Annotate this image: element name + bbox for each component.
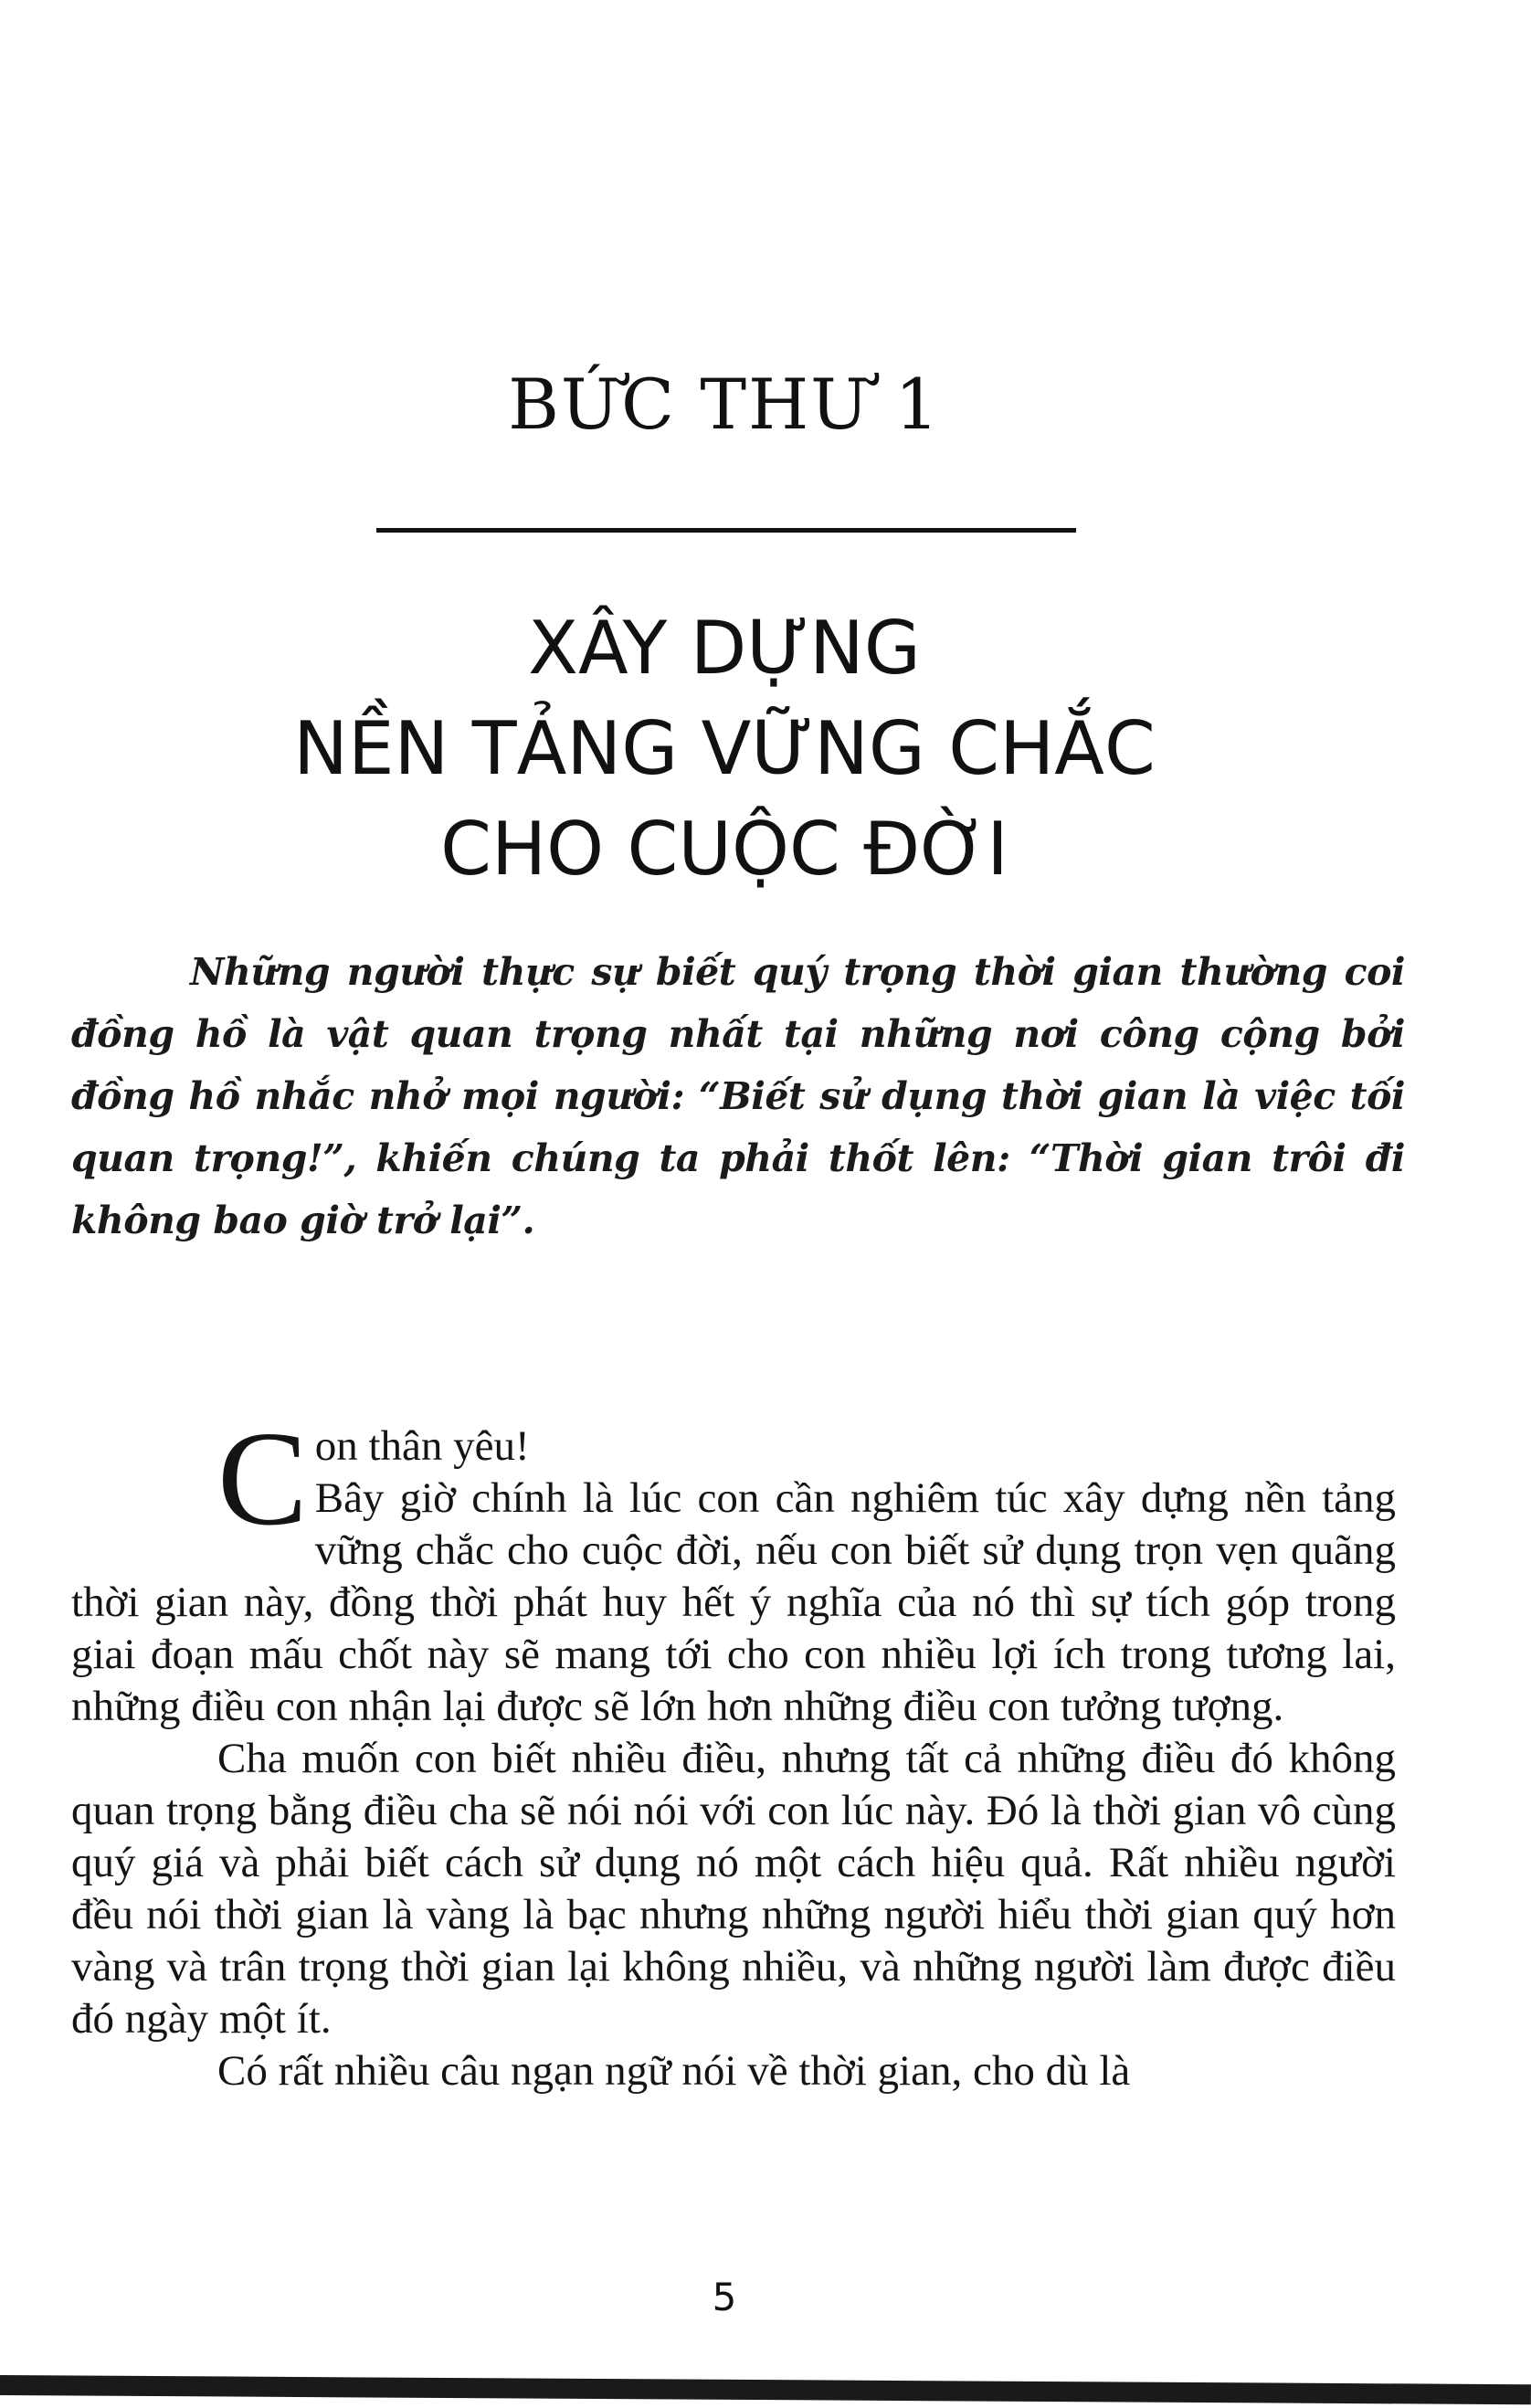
paragraph-2: Cha muốn con biết nhiều điều, nhưng tất cả những điều đó không quan trọng bằng điều cha sẽ nói nói với con lúc này. Đó là thời gian vô cùng quý giá và phải biết cách sử dụng nó một cách hiệu quả. Rất nhiều người đều nói thời gian là vàng là bạc nhưng những người hiểu thời gian quý hơn vàng và trân trọng thời gian lại không nhiều, và những người làm được điều đó ngày một ít. <box>71 1735 1396 2043</box>
letter-body <box>71 1404 1396 2097</box>
paragraph-3: Có rất nhiều câu ngạn ngữ nói về thời gian, cho dù là <box>217 2047 1131 2095</box>
epigraph-quote: Những người thực sự biết quý trọng thời gian thường coi đồng hồ là vật quan trọng nhất tại những nơi công cộng bởi đồng hồ nhắc nhở mọi người: “Biết sử dụng thời gian là việc tối quan trọng!”, khiến chúng ta phải thốt lên: “Thời gian trôi đi không bao giờ trở lại”. <box>71 950 1405 1242</box>
drop-cap: C <box>217 1404 308 1554</box>
chapter-title <box>0 598 1449 900</box>
page-number: 5 <box>712 2275 737 2319</box>
salutation: on thân yêu! <box>314 1422 530 1470</box>
heading-divider <box>376 528 1076 533</box>
chapter-heading: BỨC THƯ 1 <box>508 364 941 445</box>
chapter-title-line-2: NỀN TẢNG VỮNG CHẮC <box>293 706 1156 791</box>
chapter-title-line-1: XÂY DỰNG <box>528 606 921 691</box>
page-bottom-edge <box>0 2375 1531 2404</box>
chapter-title-line-3: CHO CUỘC ĐỜI <box>440 807 1008 892</box>
salutation-paragraph <box>71 1404 1396 1733</box>
paragraph-1: Bây giờ chính là lúc con cần nghiêm túc xây dựng nền tảng vững chắc cho cuộc đời, nếu con biết sử dụng trọn vẹn quãng thời gian này, đồng thời phát huy hết ý nghĩa của nó thì sự tích góp trong giai đoạn mấu chốt này sẽ mang tới cho con nhiều lợi ích trong tương lai, những điều con nhận lại được sẽ lớn hơn những điều con tưởng tượng. <box>71 1474 1396 1730</box>
